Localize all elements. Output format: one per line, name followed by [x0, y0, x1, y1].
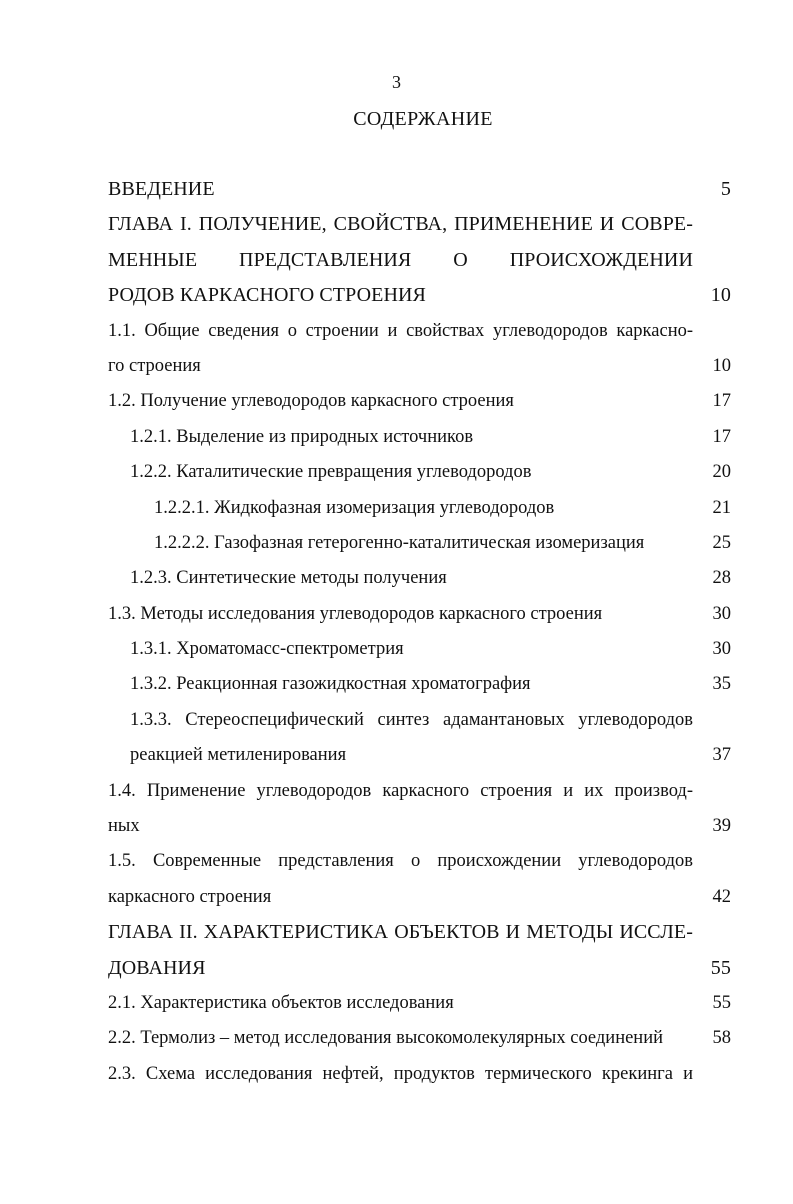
toc-line	[108, 1024, 733, 1059]
toc-line	[108, 600, 733, 635]
toc-page-number: 30	[712, 603, 731, 624]
toc-page-number: 37	[712, 745, 731, 766]
toc-entry-text: 2.1. Характеристика объектов исследования	[108, 992, 454, 1013]
toc-page-number: 10	[712, 355, 731, 376]
toc-line	[108, 706, 733, 741]
toc-line	[108, 812, 733, 847]
toc-entry-text: 1.5. Современные представления о происхождении углеводородов	[108, 851, 693, 872]
toc-line	[108, 423, 733, 458]
toc-line	[108, 635, 733, 670]
toc-page-number: 42	[712, 886, 731, 907]
toc-entry-text: ГЛАВА II. ХАРАКТЕРИСТИКА ОБЪЕКТОВ И МЕТОДЫ ИССЛЕ-	[108, 921, 693, 944]
toc-entry-text: 1.3.1. Хроматомасс-спектрометрия	[130, 639, 404, 660]
toc-line	[108, 317, 733, 352]
toc-line	[108, 529, 733, 564]
toc-page-number: 35	[712, 674, 731, 695]
page-number: 3	[392, 72, 401, 92]
toc-line	[108, 175, 733, 210]
toc-entry-text: 1.2.2.2. Газофазная гетерогенно-каталитическая изомеризация	[154, 532, 645, 553]
toc-entry-text: ГЛАВА I. ПОЛУЧЕНИЕ, СВОЙСТВА, ПРИМЕНЕНИЕ И СОВРЕ-	[108, 213, 693, 236]
toc-entry-text: ных	[108, 816, 140, 837]
toc-entry-text: 1.3.2. Реакционная газожидкостная хроматография	[130, 674, 531, 695]
toc-entry-text: 1.3. Методы исследования углеводородов каркасного строения	[108, 603, 603, 624]
toc-page-number: 20	[712, 462, 731, 483]
toc-line	[108, 387, 733, 422]
table-of-contents	[108, 175, 733, 1095]
toc-entry-text: ДОВАНИЯ	[108, 956, 206, 979]
toc-line	[108, 777, 733, 812]
toc-line	[108, 847, 733, 882]
toc-line	[108, 741, 733, 776]
toc-page-number: 17	[712, 391, 731, 412]
toc-page-number: 25	[712, 532, 731, 553]
toc-line	[108, 281, 733, 316]
toc-entry-text: РОДОВ КАРКАСНОГО СТРОЕНИЯ	[108, 284, 426, 307]
toc-entry-text: МЕННЫЕ ПРЕДСТАВЛЕНИЯ О ПРОИСХОЖДЕНИИ	[108, 248, 693, 271]
toc-page-number: 55	[712, 992, 731, 1013]
toc-entry-text: 2.2. Термолиз – метод исследования высокомолекулярных соединений	[108, 1028, 664, 1049]
toc-page-number: 21	[712, 497, 731, 518]
toc-line	[108, 246, 733, 281]
toc-page-number: 58	[712, 1028, 731, 1049]
toc-page-number: 28	[712, 568, 731, 589]
toc-page-number: 10	[710, 284, 731, 307]
toc-line	[108, 918, 733, 953]
toc-entry-text: 1.2.1. Выделение из природных источников	[130, 426, 474, 447]
toc-line	[108, 458, 733, 493]
toc-entry-text: реакцией метиленирования	[130, 745, 347, 766]
toc-page-number: 39	[712, 816, 731, 837]
toc-entry-text: 1.2.2.1. Жидкофазная изомеризация углеводородов	[154, 497, 555, 518]
toc-line	[108, 954, 733, 989]
toc-line	[108, 564, 733, 599]
toc-entry-text: 1.2.2. Каталитические превращения углеводородов	[130, 462, 532, 483]
toc-entry-text: 1.4. Применение углеводородов каркасного строения и их производ-	[108, 780, 693, 801]
toc-page-number: 55	[710, 956, 731, 979]
toc-line	[108, 1060, 733, 1095]
toc-line	[108, 883, 733, 918]
toc-line	[108, 210, 733, 245]
toc-entry-text: 1.3.3. Стереоспецифический синтез адамантановых углеводородов	[130, 709, 693, 730]
toc-line	[108, 670, 733, 705]
toc-page-number: 30	[712, 639, 731, 660]
toc-line	[108, 494, 733, 529]
toc-entry-text: 1.2. Получение углеводородов каркасного строения	[108, 391, 514, 412]
toc-page-number: 17	[712, 426, 731, 447]
toc-line	[108, 989, 733, 1024]
toc-line	[108, 352, 733, 387]
toc-entry-text: каркасного строения	[108, 886, 272, 907]
toc-entry-text: ВВЕДЕНИЕ	[108, 178, 215, 200]
toc-entry-text: 2.3. Схема исследования нефтей, продуктов термического крекинга и	[108, 1063, 693, 1084]
toc-page-number: 5	[720, 178, 731, 200]
toc-entry-text: го строения	[108, 355, 201, 376]
toc-entry-text: 1.2.3. Синтетические методы получения	[130, 568, 447, 589]
page-title: СОДЕРЖАНИЕ	[353, 108, 493, 130]
toc-entry-text: 1.1. Общие сведения о строении и свойствах углеводородов каркасно-	[108, 320, 693, 341]
